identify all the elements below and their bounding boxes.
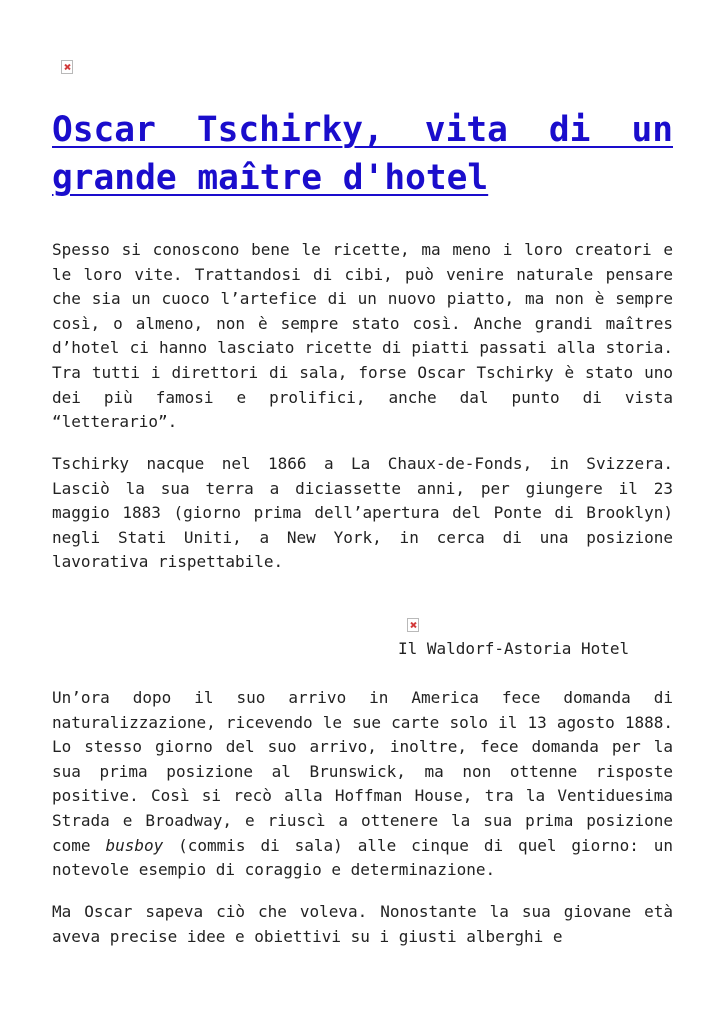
article-paragraph-2: Tschirky nacque nel 1866 a La Chaux-de-Fonds, in Svizzera. Lasciò la sua terra a diciassette anni, per giungere il 23 maggio 1883 (giorno prima dell’apertura del Ponte di Brooklyn) negli Stati Uniti, a New York, in cerca di una posizione lavorativa rispettabile. xyxy=(52,454,673,572)
paragraph-text: (commis di sala) alle cinque di quel giorno: un notevole esempio di coraggio e determinazione. xyxy=(52,835,673,880)
paragraph-text: Un’ora dopo il suo arrivo in America fece domanda di naturalizzazione, ricevendo le sue carte solo il 13 agosto 1888. Lo stesso giorno del suo arrivo, inoltre, fece domanda per la sua prima posizione al Brunswick, ma non ottenne risposte positive. Così si recò alla Hoffman House, tra la Ventiduesima Strada e Broadway, e riuscì a ottenere la sua prima posizione come xyxy=(52,688,673,855)
emphasis-busboy: busboy xyxy=(105,835,164,855)
broken-image-icon xyxy=(407,618,419,632)
article-paragraph-4: Ma Oscar sapeva ciò che voleva. Nonostante la sua giovane età aveva precise idee e obiettivi su i giusti alberghi e xyxy=(52,902,673,946)
figure-caption: Il Waldorf-Astoria Hotel xyxy=(398,639,630,658)
article-paragraph-1: Spesso si conoscono bene le ricette, ma meno i loro creatori e le loro vite. Trattandosi di cibi, può venire naturale pensare che sia un cuoco l’artefice di un nuovo piatto, ma non è sempre così, o almeno, non è sempre stato così. Anche grandi maîtres d’hotel ci hanno lasciato ricette di piatti passati alla storia. Tra tutti i direttori di sala, forse Oscar Tschirky è stato uno dei più famosi e prolifici, anche dal punto di vista “letterario”. xyxy=(52,240,673,432)
article-paragraph-3 xyxy=(52,686,673,883)
page-title xyxy=(52,106,673,202)
figure-waldorf-astoria xyxy=(398,617,658,659)
broken-image-icon xyxy=(61,60,73,74)
article-title-link[interactable]: Oscar Tschirky, vita di un grande maître d'hotel xyxy=(52,110,673,198)
